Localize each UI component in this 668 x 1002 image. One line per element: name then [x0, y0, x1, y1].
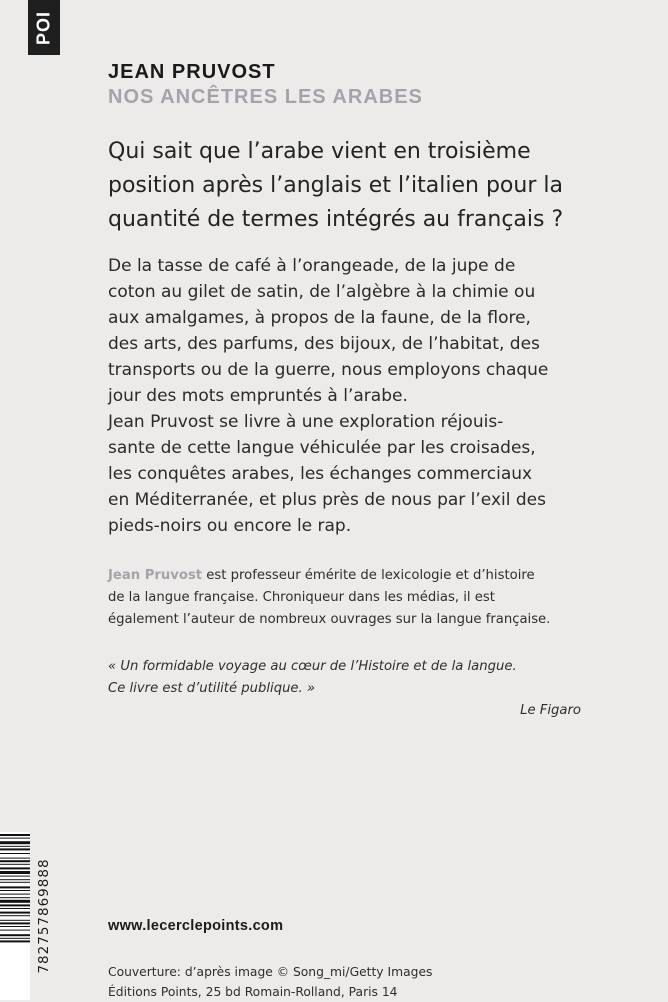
quote-source: Le Figaro	[520, 703, 581, 718]
bio-line: également l’auteur de nombreux ouvrages sur la langue française.	[108, 612, 551, 627]
press-quote	[108, 656, 608, 700]
bio-line: est professeur émérite de lexicologie et d’histoire	[202, 568, 535, 583]
barcode-bars	[0, 832, 30, 1000]
isbn-digits: 782757869888	[36, 858, 52, 974]
publisher-website[interactable]: www.lecerclepoints.com	[108, 918, 284, 934]
quote-line: Ce livre est d’utilité publique. »	[108, 681, 316, 696]
body-line: coton au gilet de satin, de l’algèbre à la chimie ou	[108, 282, 536, 302]
lead-paragraph	[108, 135, 608, 237]
body-line: jour des mots empruntés à l’arabe.	[108, 386, 408, 406]
body-line: les conquêtes arabes, les échanges commerciaux	[108, 464, 533, 484]
body-line: sante de cette langue véhiculée par les croisades,	[108, 438, 536, 458]
lead-line: quantité de termes intégrés au français ?	[108, 207, 564, 232]
body-line: pieds-noirs ou encore le rap.	[108, 516, 352, 536]
isbn-number	[34, 832, 54, 1000]
bio-author-name: Jean Pruvost	[108, 568, 203, 583]
body-line: en Méditerranée, et plus près de nous par l’exil des	[108, 490, 546, 510]
author-name: JEAN PRUVOST	[108, 61, 276, 83]
credits	[108, 962, 432, 1002]
credit-line: Couverture: d’après image © Song_mi/Getty Images	[108, 965, 433, 979]
lead-line: Qui sait que l’arabe vient en troisième	[108, 139, 531, 164]
lead-line: position après l’anglais et l’italien pour la	[108, 173, 563, 198]
body-line: Jean Pruvost se livre à une exploration réjouis-	[108, 412, 504, 432]
body-line: De la tasse de café à l’orangeade, de la jupe de	[108, 256, 516, 276]
body-line: transports ou de la guerre, nous employons chaque	[108, 360, 549, 380]
barcode	[0, 832, 30, 1000]
credit-line: Éditions Points, 25 bd Romain-Rolland, Paris 14	[108, 985, 398, 999]
book-title: NOS ANCÊTRES LES ARABES	[108, 86, 423, 108]
author-bio	[108, 565, 608, 631]
quote-line: « Un formidable voyage au cœur de l’Histoire et de la langue.	[108, 659, 517, 674]
body-line: des arts, des parfums, des bijoux, de l’habitat, des	[108, 334, 540, 354]
body-line: aux amalgames, à propos de la faune, de la flore,	[108, 308, 531, 328]
body-paragraph	[108, 253, 584, 539]
series-tab-label: POI	[33, 10, 54, 45]
bio-line: de la langue française. Chroniqueur dans les médias, il est	[108, 590, 495, 605]
series-tab	[28, 0, 60, 55]
